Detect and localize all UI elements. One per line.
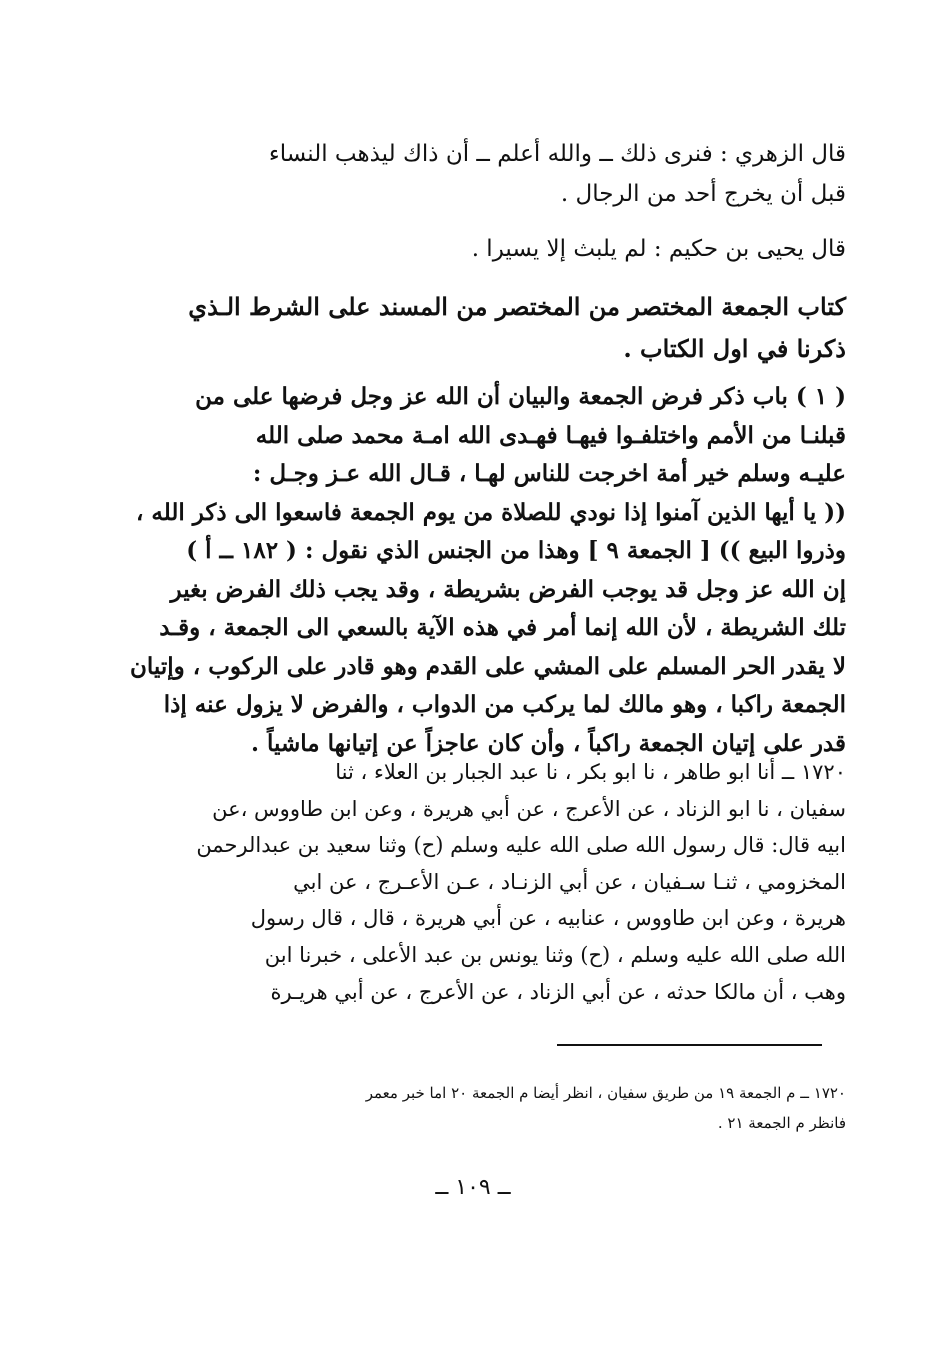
text-line: وهب ، أن مالكا حدثه ، عن أبي الزناد ، عن الأعرج ، عن أبي هريـرة xyxy=(270,979,846,1004)
hadith-1720 xyxy=(196,754,846,1010)
text-line: (( يا أيها الذين آمنوا إذا نودي للصلاة من يوم الجمعة فاسعوا الى ذكر الله ، xyxy=(135,498,846,526)
footnote-separator xyxy=(557,1044,822,1046)
text-line: هريرة ، وعن ابن طاووس ، عنابيه ، عن أبي هريرة ، قال ، قال رسول xyxy=(250,906,846,931)
heading-line: ذكرنا في اول الكتاب . xyxy=(623,334,846,363)
text-line: قدر على إتيان الجمعة راكباً ، وأن كان عاجزاً عن إتيانها ماشياً . xyxy=(251,729,846,757)
book-heading xyxy=(188,286,846,370)
paragraph-yahya-quote xyxy=(196,229,846,269)
text-line: قبل أن يخرج أحد من الرجال . xyxy=(560,181,846,207)
text-line: قال يحيى بن حكيم : لم يلبث إلا يسيرا . xyxy=(471,236,846,262)
page-number: ــ ١٠٩ ــ xyxy=(435,1175,511,1200)
heading-line: كتاب الجمعة المختصر من المختصر من المسند على الشرط الـذي xyxy=(188,292,846,321)
text-line: ( ١ ) باب ذكر فرض الجمعة والبيان أن الله عز وجل فرضها على من xyxy=(195,383,846,410)
text-line: ١٧٢٠ ــ أنا ابو طاهر ، نا ابو بكر ، نا عبد الجبار بن العلاء ، ثنا xyxy=(335,760,846,784)
text-line: ابيه قال: قال رسول الله صلى الله عليه وسلم (ح) وثنا سعيد بن عبدالرحمن xyxy=(196,833,846,858)
text-line: الله صلى الله عليه وسلم ، (ح) وثنا يونس بن عبد الأعلى ، خبرنا ابن xyxy=(264,942,846,967)
paragraph-zuhri-quote xyxy=(196,134,846,214)
text-line: الجمعة راكبا ، وهو مالك لما يركب من الدواب ، والفرض لا يزول عنه إذا xyxy=(163,691,846,718)
text-line: قبلنـا من الأمم واختلفـوا فيهـا فهـدى الله امـة محمد صلى الله xyxy=(255,421,846,449)
text-line: المخزومي ، ثنـا سـفيان ، عن أبي الزنـاد ، عـن الأعـرج ، عن ابي xyxy=(293,869,846,894)
text-line: قال الزهري : فنرى ذلك ــ والله أعلم ــ أن ذاك ليذهب النساء xyxy=(268,141,846,167)
footnote-line: فانظر م الجمعة ٢١ . xyxy=(717,1114,846,1132)
text-line: عليـه وسلم خير أمة اخرجت للناس لهـا ، قـال الله عـز وجـل : xyxy=(252,460,846,487)
text-line: لا يقدر الحر المسلم على المشي على القدم وهو قادر على الركوب ، وإتيان xyxy=(130,652,846,680)
text-line: وذروا البيع )) [ الجمعة ٩ ] وهذا من الجنس الذي نقول : ( ١٨٢ ــ أ ) xyxy=(186,537,846,564)
footnote-line: ١٧٢٠ ــ م الجمعة ١٩ من طريق سفيان ، انظر أيضا م الجمعة ٢٠ اما خبر معمر xyxy=(365,1084,846,1102)
text-line: تلك الشريطة ، لأن الله إنما أمر في هذه الآية بالسعي الى الجمعة ، وقـد xyxy=(159,614,846,641)
text-line: سفيان ، نا ابو الزناد ، عن الأعرج ، عن أبي هريرة ، وعن ابن طاووس ،عن xyxy=(212,796,846,821)
footnote xyxy=(196,1078,846,1138)
text-line: إن الله عز وجل قد يوجب الفرض بشريطة ، وقد يجب ذلك الفرض بغير xyxy=(170,575,846,603)
chapter-text xyxy=(130,378,846,763)
